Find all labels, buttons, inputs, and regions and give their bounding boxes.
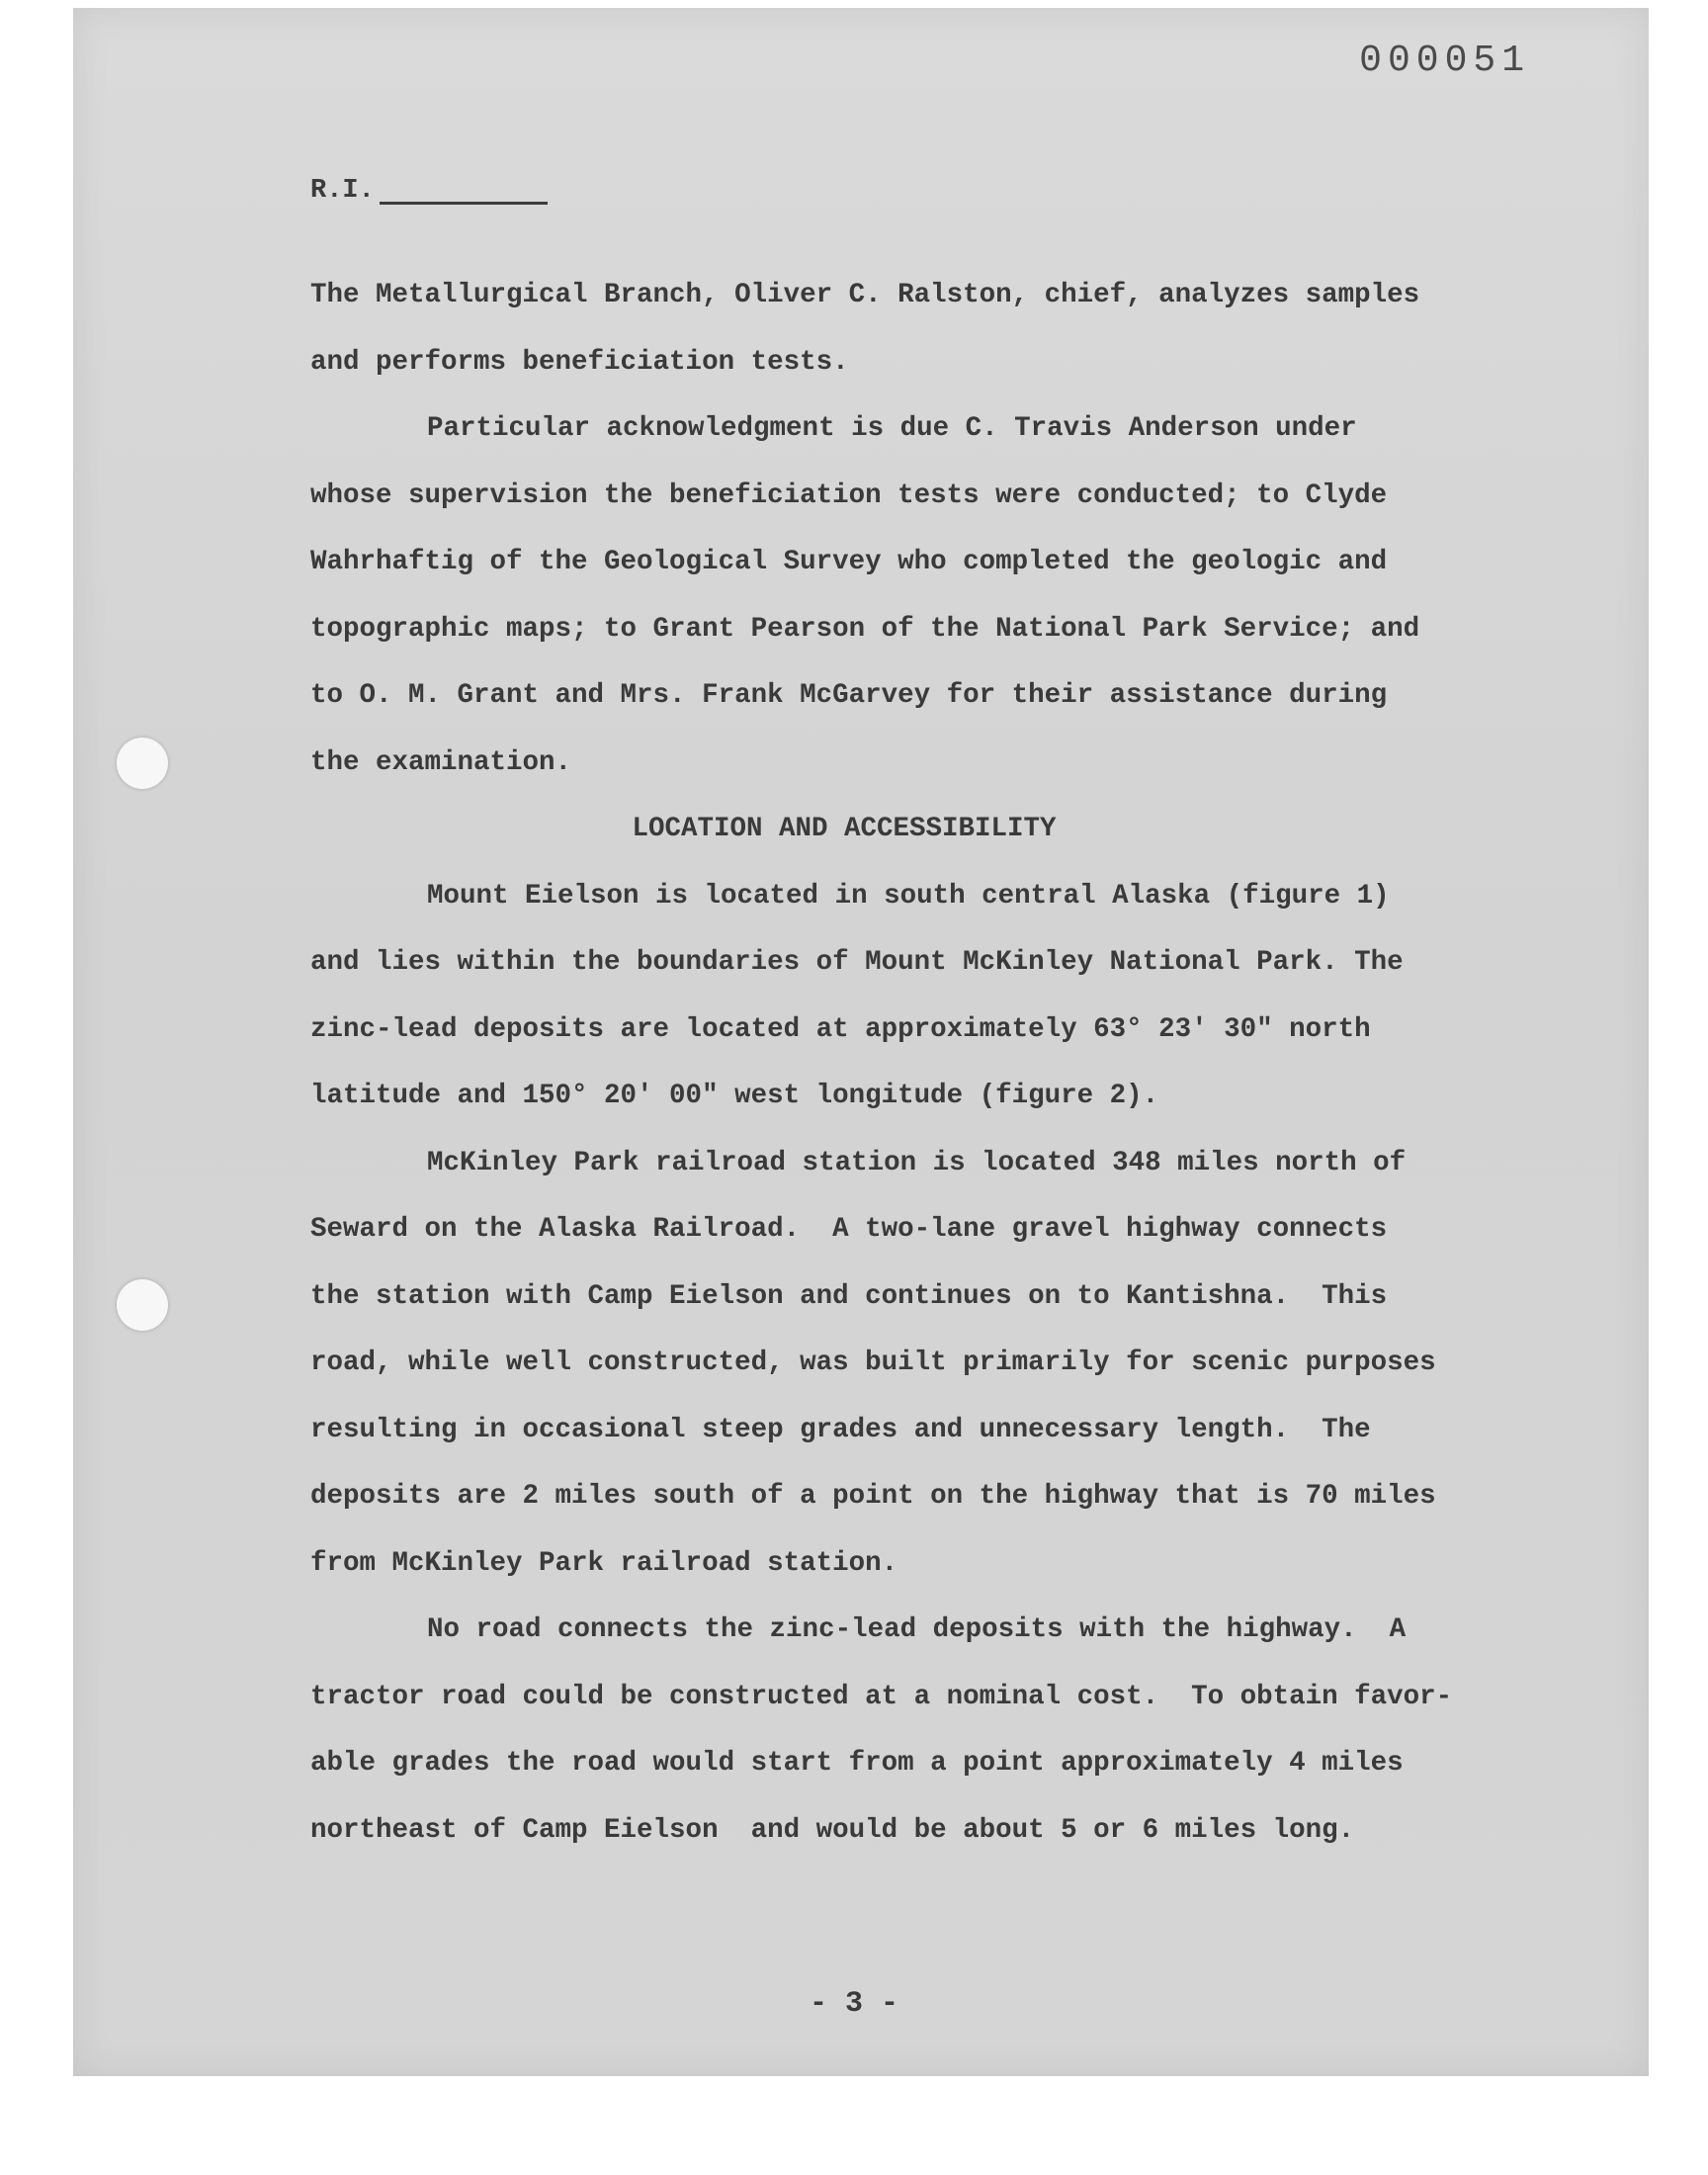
body-line: the station with Camp Eielson and continues on to Kantishna. This	[310, 1280, 1388, 1312]
body-line: deposits are 2 miles south of a point on the highway that is 70 miles	[310, 1481, 1436, 1512]
body-line: from McKinley Park railroad station.	[310, 1547, 898, 1579]
body-line: topographic maps; to Grant Pearson of the National Park Service; and	[310, 613, 1420, 645]
body-line: northeast of Camp Eielson and would be about 5 or 6 miles long.	[310, 1814, 1355, 1846]
document-number: 000051	[1359, 40, 1530, 82]
body-line: No road connects the zinc-lead deposits with the highway. A	[427, 1614, 1407, 1645]
report-number-label: R.I.	[310, 176, 375, 206]
body-line: and performs beneficiation tests.	[310, 346, 849, 378]
punch-hole	[117, 1279, 168, 1331]
body-line: road, while well constructed, was built primarily for scenic purposes	[310, 1348, 1436, 1378]
body-line: whose supervision the beneficiation tests were conducted; to Clyde	[310, 479, 1388, 511]
body-line: Seward on the Alaska Railroad. A two-lane gravel highway connects	[310, 1214, 1388, 1245]
body-line: zinc-lead deposits are located at approximately 63° 23' 30" north	[310, 1013, 1371, 1045]
body-line: able grades the road would start from a point approximately 4 miles	[310, 1748, 1404, 1779]
body-line: and lies within the boundaries of Mount McKinley National Park. The	[310, 947, 1404, 978]
body-line: Wahrhaftig of the Geological Survey who completed the geologic and	[310, 547, 1388, 577]
body-line: McKinley Park railroad station is located 348 miles north of	[427, 1147, 1407, 1178]
body-line: the examination.	[310, 746, 572, 778]
page-number: - 3 -	[809, 1987, 898, 2021]
report-number-blank	[380, 202, 548, 205]
section-heading: LOCATION AND ACCESSIBILITY	[632, 814, 1057, 844]
body-line: Particular acknowledgment is due C. Travis Anderson under	[427, 413, 1357, 444]
body-line: The Metallurgical Branch, Oliver C. Ralston, chief, analyzes samples	[310, 280, 1420, 310]
body-line: resulting in occasional steep grades and unnecessary length. The	[310, 1414, 1371, 1445]
body-line: Mount Eielson is located in south central Alaska (figure 1)	[427, 880, 1390, 912]
page-margin	[0, 2076, 1708, 2175]
punch-hole	[117, 738, 168, 789]
document-body	[310, 262, 1477, 1864]
body-line: latitude and 150° 20' 00" west longitude (figure 2).	[310, 1081, 1159, 1111]
body-line: to O. M. Grant and Mrs. Frank McGarvey for their assistance during	[310, 680, 1388, 711]
body-line: tractor road could be constructed at a nominal cost. To obtain favor-	[310, 1681, 1453, 1712]
